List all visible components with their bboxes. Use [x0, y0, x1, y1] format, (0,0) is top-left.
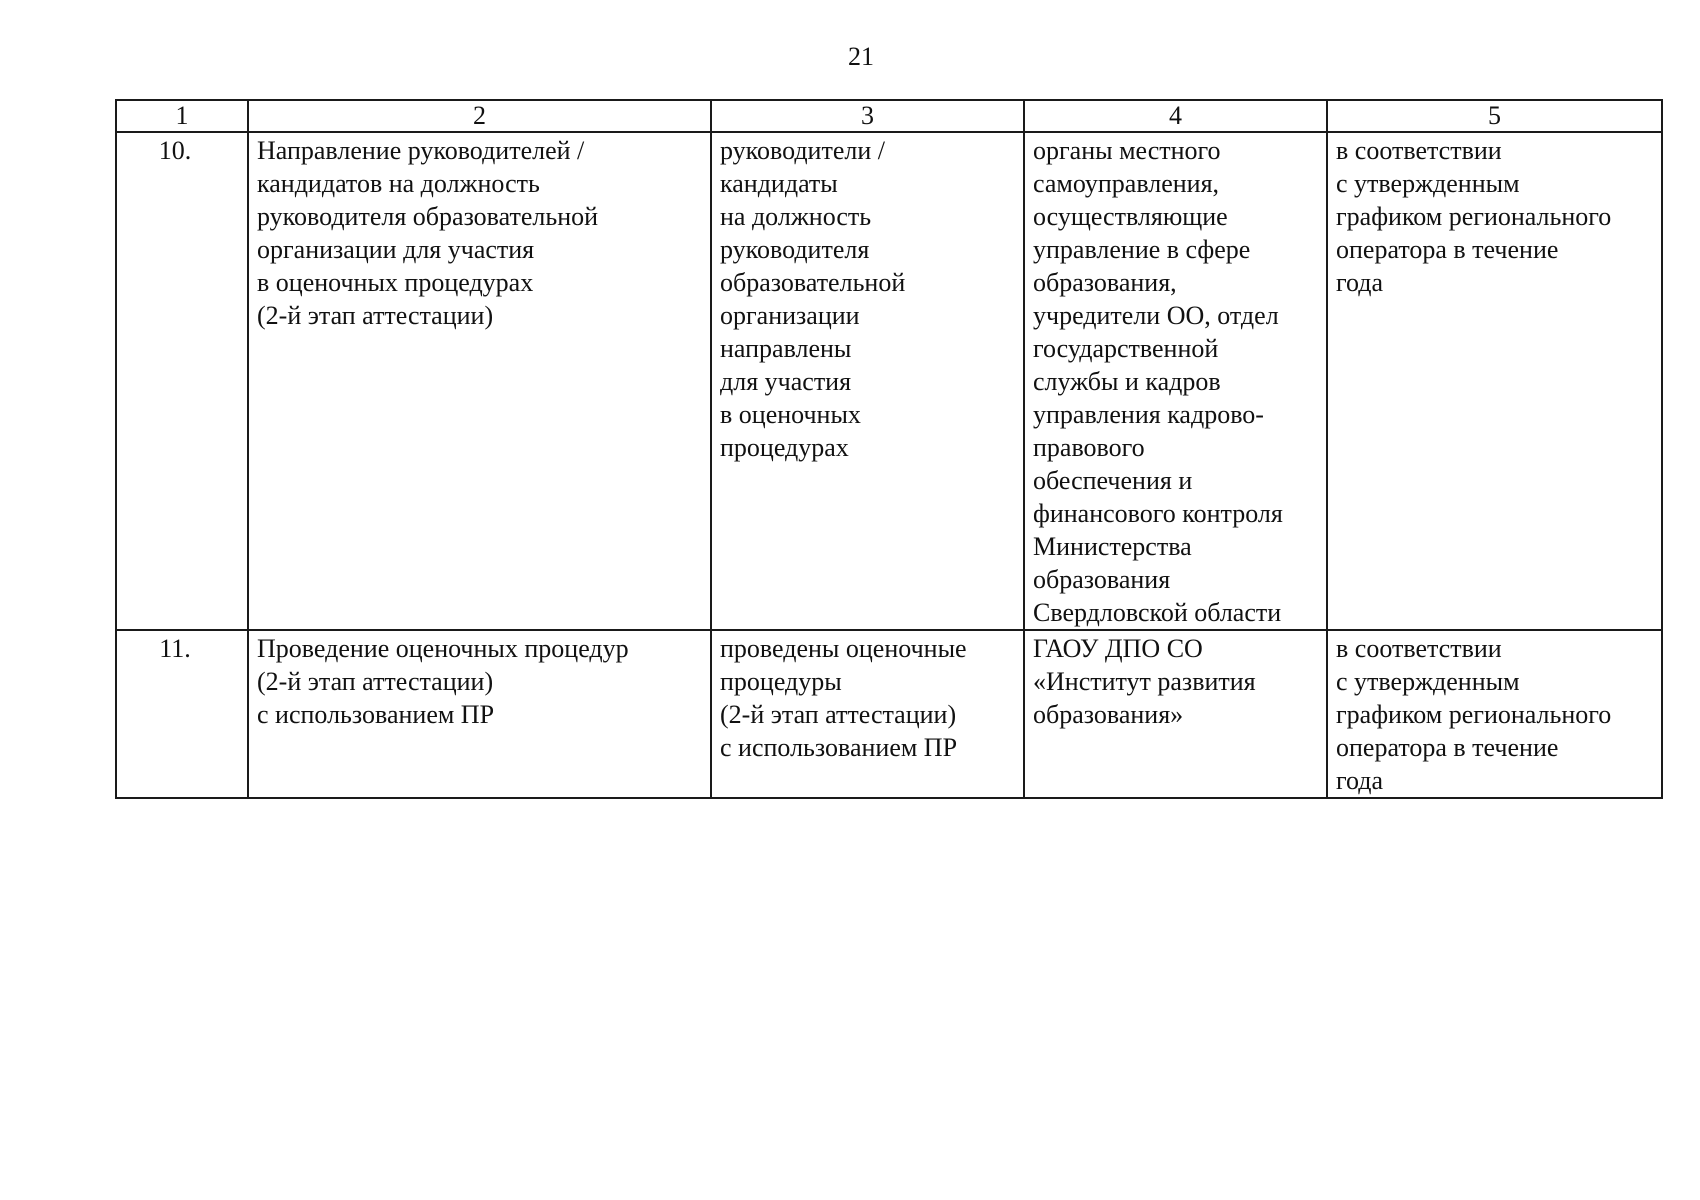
text-line: графиком регионального — [1336, 202, 1612, 231]
text-line: государственной — [1033, 334, 1219, 363]
text-line: года — [1336, 766, 1384, 795]
text-line: оператора в течение — [1336, 733, 1559, 762]
text-line: осуществляющие — [1033, 202, 1228, 231]
activity-cell — [248, 132, 711, 630]
text-line: самоуправления, — [1033, 169, 1220, 198]
text-line: кандидаты — [720, 169, 838, 198]
text-line: на должность — [720, 202, 872, 231]
column-header-1: 1 — [116, 100, 248, 132]
text-line: (2-й этап аттестации) — [257, 667, 494, 696]
text-line: органы местного — [1033, 136, 1221, 165]
responsible-cell — [1024, 132, 1327, 630]
table-row — [116, 132, 1662, 630]
text-line: графиком регионального — [1336, 700, 1612, 729]
text-line: с использованием ПР — [720, 733, 958, 762]
text-line: Направление руководителей / — [257, 136, 585, 165]
text-line: с утвержденным — [1336, 169, 1520, 198]
text-line: в оценочных — [720, 400, 861, 429]
text-line: оператора в течение — [1336, 235, 1559, 264]
column-header-3: 3 — [711, 100, 1024, 132]
column-header-4: 4 — [1024, 100, 1327, 132]
text-line: (2-й этап аттестации) — [720, 700, 957, 729]
text-line: образования, — [1033, 268, 1177, 297]
row-number: 10. — [116, 132, 248, 630]
text-line: «Институт развития — [1033, 667, 1256, 696]
row-number: 11. — [116, 630, 248, 798]
text-line: ГАОУ ДПО СО — [1033, 634, 1203, 663]
text-line: образовательной — [720, 268, 906, 297]
text-line: руководителя — [720, 235, 870, 264]
text-line: образования — [1033, 565, 1171, 594]
text-line: для участия — [720, 367, 852, 396]
deadline-cell — [1327, 132, 1662, 630]
text-line: руководителя образовательной — [257, 202, 599, 231]
text-line: с утвержденным — [1336, 667, 1520, 696]
column-header-2: 2 — [248, 100, 711, 132]
activity-cell — [248, 630, 711, 798]
text-line: обеспечения и — [1033, 466, 1193, 495]
text-line: финансового контроля — [1033, 499, 1283, 528]
header-row — [116, 100, 1662, 132]
text-line: учредители ОО, отдел — [1033, 301, 1279, 330]
text-line: направлены — [720, 334, 852, 363]
text-line: процедуры — [720, 667, 842, 696]
text-line: образования» — [1033, 700, 1184, 729]
text-line: Проведение оценочных процедур — [257, 634, 629, 663]
text-line: в соответствии — [1336, 136, 1502, 165]
text-line: с использованием ПР — [257, 700, 495, 729]
result-cell — [711, 630, 1024, 798]
table-header — [116, 100, 1662, 132]
column-header-5: 5 — [1327, 100, 1662, 132]
table-row — [116, 630, 1662, 798]
text-line: года — [1336, 268, 1384, 297]
text-line: процедурах — [720, 433, 849, 462]
text-line: правового — [1033, 433, 1145, 462]
deadline-cell — [1327, 630, 1662, 798]
text-line: организации для участия — [257, 235, 535, 264]
text-line: управление в сфере — [1033, 235, 1251, 264]
document-table — [115, 99, 1663, 799]
text-line: в оценочных процедурах — [257, 268, 534, 297]
table-body — [116, 132, 1662, 798]
text-line: кандидатов на должность — [257, 169, 540, 198]
text-line: управления кадрово- — [1033, 400, 1264, 429]
page-number: 21 — [848, 42, 874, 71]
text-line: организации — [720, 301, 860, 330]
text-line: службы и кадров — [1033, 367, 1221, 396]
responsible-cell — [1024, 630, 1327, 798]
text-line: руководители / — [720, 136, 885, 165]
text-line: проведены оценочные — [720, 634, 967, 663]
text-line: (2-й этап аттестации) — [257, 301, 494, 330]
text-line: Министерства — [1033, 532, 1192, 561]
text-line: Свердловской области — [1033, 598, 1282, 627]
result-cell — [711, 132, 1024, 630]
text-line: в соответствии — [1336, 634, 1502, 663]
